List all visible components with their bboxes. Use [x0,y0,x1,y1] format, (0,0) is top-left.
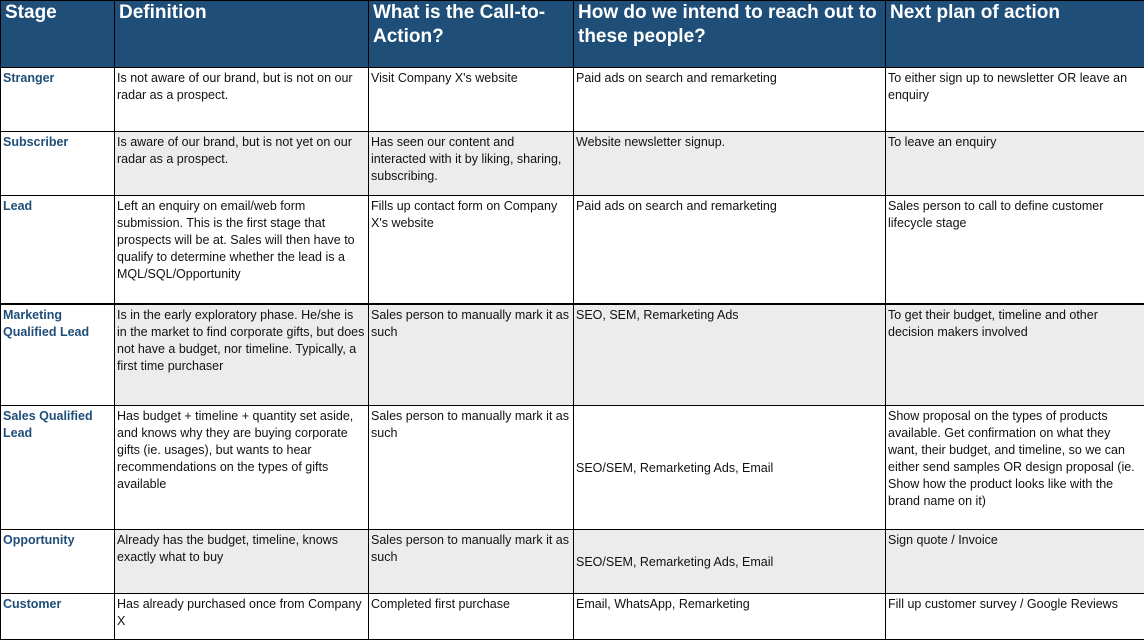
stage-cell: Customer [1,594,115,640]
table-row [1,68,1144,132]
stage-cell: Stranger [1,68,115,132]
table-row [1,406,1144,530]
table-row [1,196,1144,305]
cta-cell: Sales person to manually mark it as such [369,406,574,530]
reach-cell: SEO/SEM, Remarketing Ads, Email [574,530,886,594]
reach-cell: Paid ads on search and remarketing [574,196,886,305]
stage-cell: Marketing Qualified Lead [1,304,115,406]
next-cell: Show proposal on the types of products available. Get confirmation on what they want, their budget, and timeline, so we can either send samples OR design proposal (ie. Show how the product looks like with the brand name on it) [886,406,1144,530]
definition-cell: Is not aware of our brand, but is not on our radar as a prospect. [115,68,369,132]
reach-cell: Paid ads on search and remarketing [574,68,886,132]
header-reach-out: How do we intend to reach out to these people? [574,1,886,68]
next-cell: Fill up customer survey / Google Reviews [886,594,1144,640]
definition-cell: Has budget + timeline + quantity set aside, and knows why they are buying corporate gifts (ie. usages), but wants to hear recommendations on the types of gifts available [115,406,369,530]
header-definition: Definition [115,1,369,68]
next-cell: Sign quote / Invoice [886,530,1144,594]
table-row [1,304,1144,406]
header-call-to-action: What is the Call-to-Action? [369,1,574,68]
cta-cell: Sales person to manually mark it as such [369,304,574,406]
reach-cell: SEO/SEM, Remarketing Ads, Email [574,406,886,530]
next-cell: To get their budget, timeline and other decision makers involved [886,304,1144,406]
stage-cell: Opportunity [1,530,115,594]
cta-cell: Has seen our content and interacted with it by liking, sharing, subscribing. [369,132,574,196]
cta-cell: Fills up contact form on Company X's website [369,196,574,305]
stage-cell: Lead [1,196,115,305]
next-cell: To either sign up to newsletter OR leave an enquiry [886,68,1144,132]
next-cell: Sales person to call to define customer lifecycle stage [886,196,1144,305]
cta-cell: Visit Company X's website [369,68,574,132]
next-cell: To leave an enquiry [886,132,1144,196]
definition-cell: Has already purchased once from Company X [115,594,369,640]
table-row [1,530,1144,594]
definition-cell: Left an enquiry on email/web form submission. This is the first stage that prospects will be at. Sales will then have to qualify to determine whether the lead is a MQL/SQL/Opportunity [115,196,369,305]
cta-cell: Sales person to manually mark it as such [369,530,574,594]
reach-cell: SEO, SEM, Remarketing Ads [574,304,886,406]
definition-cell: Already has the budget, timeline, knows exactly what to buy [115,530,369,594]
definition-cell: Is aware of our brand, but is not yet on our radar as a prospect. [115,132,369,196]
header-stage: Stage [1,1,115,68]
cta-cell: Completed first purchase [369,594,574,640]
table-row [1,132,1144,196]
stage-cell: Subscriber [1,132,115,196]
reach-cell: Website newsletter signup. [574,132,886,196]
header-row [1,1,1144,68]
reach-cell: Email, WhatsApp, Remarketing [574,594,886,640]
stage-cell: Sales Qualified Lead [1,406,115,530]
definition-cell: Is in the early exploratory phase. He/she is in the market to find corporate gifts, but does not have a budget, nor timeline. Typically, a first time purchaser [115,304,369,406]
header-next-plan: Next plan of action [886,1,1144,68]
